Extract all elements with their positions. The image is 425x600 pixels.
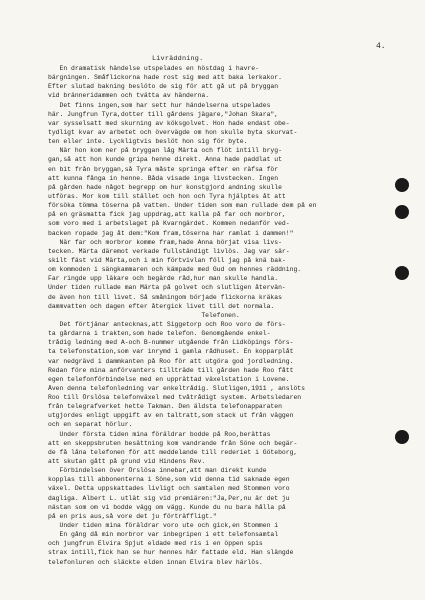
- text-line: på gården hade något begrepp om hur konstgjord andning skulle: [48, 183, 282, 191]
- body-text: [48, 64, 393, 567]
- punch-hole: [395, 205, 409, 219]
- text-line: försöka tömma töserna på vatten. Under tiden som man rullade dem på en: [48, 202, 317, 210]
- text-line: Förbindelsen över Örslösa innebar,att man direkt kunde: [48, 467, 267, 475]
- text-line: var sysselsatt med skurning av köksgolvet. Hon hade endast obe-: [48, 119, 290, 127]
- text-line: dagliga. Albert L. utlät sig vid premiären:"Ja,Per,nu är det ju: [48, 494, 290, 502]
- text-line: utgjordes enligt uppgift av en taltratt,som stack ut från väggen: [48, 412, 294, 420]
- text-line: Under tiden mina föräldrar voro ute och gick,en Stommen i: [48, 522, 279, 530]
- text-line: telefonluren och släckte elden innan Elvira blev härlös.: [48, 558, 263, 566]
- text-line: tydligt kvar av arbetet och övervägde om hon skulle byta skurvat-: [48, 128, 298, 136]
- text-line: När hon kom ner på bryggan låg Märta och flöt intill bryg-: [48, 147, 282, 155]
- punch-hole: [395, 266, 409, 280]
- text-line: trådig ledning med A-och B-nummer utgående från Lidköpings förs-: [48, 339, 294, 347]
- text-line: Far ringde upp läkare och begärde råd,hur man skulle handla.: [48, 275, 279, 283]
- text-line: och en separat hörlur.: [48, 421, 133, 429]
- punch-hole: [395, 178, 409, 192]
- text-line: dammvatten och dagen efter återgick livet till det normala.: [48, 302, 275, 310]
- text-line: här. Jungfrun Tyra,dotter till gårdens jägare,"Johan Skara",: [48, 110, 279, 118]
- text-line: Redan före mina anförvanters tillträde till gården hade Roo fått: [48, 366, 294, 374]
- text-line: var nedgrävd i dammkanten på Roo för att utgöra god jordledning.: [48, 357, 294, 365]
- text-line: att kunna fånga in henne. Båda visade inga livstecken. Ingen: [48, 174, 279, 182]
- text-line: egen telefonförbindelse med en upprättad växelstation i Lovene.: [48, 375, 290, 383]
- text-line: gan,så att hon kunde gripa henne direkt. Anna hade paddlat ut: [48, 156, 282, 164]
- text-line: de få låna telefonen för att meddelande till rederiet i Göteborg,: [48, 448, 298, 456]
- text-line: från telegrafverket hette Takman. Den äldsta telefonapparaten: [48, 403, 282, 411]
- section-title: Livräddning.: [152, 55, 204, 63]
- text-line: de även hon till livet. Så småningom började flickorna kräkas: [48, 293, 282, 301]
- text-line: Efter slutad bakning beslöto de sig för att gå ut på bryggan: [48, 83, 279, 91]
- punch-hole: [395, 430, 409, 444]
- text-line: bärgningen. Småflickorna hade rost sig med att baka lerkakor.: [48, 74, 282, 82]
- text-line: ta telefonstation,som var inrymd i gamla rådhuset. En kopparplåt: [48, 348, 294, 356]
- text-line: Även denna telefonledning var enkeltrådig. Slutligen,1911 , anslöts: [48, 384, 305, 392]
- text-line: Under tiden rullade man Märta på golvet och slutligen återvän-: [48, 284, 286, 292]
- text-line: att skutan gått på grund vid Hindens Rev.: [48, 458, 206, 466]
- text-line: Det finns ingen,som har sett hur händelserna utspelades: [48, 101, 271, 109]
- text-line: backen ropade jag åt dem:"Kom fram,töserna har ramlat i dammen!": [48, 229, 294, 237]
- text-line: ten eller inte. Lyckligtvis beslöt hon sig för byte.: [48, 138, 248, 146]
- text-line: och jungfrun Elvira Spjut eldade med ris i en öppen spis: [48, 540, 263, 548]
- text-line: nästan som om vi bodde vägg om vägg. Kunde du nu bara hålla på: [48, 503, 286, 511]
- text-line: skilt fäst vid Märta,och i min förtvivlan föll jag på knä bak-: [48, 256, 286, 264]
- text-line: En gång då min morbror var inbegripen i ett telefonsamtal: [48, 531, 279, 539]
- text-line: på en pris aus,så vore det ju förträffligt.": [48, 512, 217, 520]
- text-line: växel. Detta uppskattades livligt och samtalen med Stommen voro: [48, 485, 290, 493]
- text-line: en bit från bryggan,så Tyra måste springa efter en räfsa för: [48, 165, 279, 173]
- text-line: Roo till Örslösa telefonväxel med tvåtrådigt system. Arbetsledaren: [48, 394, 302, 402]
- text-line: om kommoden i sängkammaren och kämpade med Gud om hennes räddning.: [48, 266, 302, 274]
- page-number: 4.: [376, 42, 386, 51]
- text-line: utföras. Mor kom till stället och hon och Tyra hjälptes åt att: [48, 192, 286, 200]
- text-line: När far och morbror komme fram,hade Anna börjat visa livs-: [48, 238, 282, 246]
- text-line: som voro med i arbetslaget på Kvarngärdet. Kommen nedanför ved-: [48, 220, 290, 228]
- text-line: vid bränneridammen och tvätta av händerna.: [48, 92, 210, 100]
- text-line: ta gårdarna i trakten,som hade telefon. Genomgående enkel-: [48, 330, 271, 338]
- text-line: Under första tiden mina föräldrar bodde på Roo,berättas: [48, 430, 271, 438]
- text-line: strax intill,fick han se hur hennes hår fattade eld. Han slängde: [48, 549, 294, 557]
- text-line: kopplas till abbonenterna i Söne,som vid denna tid saknade egen: [48, 476, 290, 484]
- text-line: En dramatisk händelse utspelades en höstdag i havre-: [48, 65, 259, 72]
- section-heading: Telefonen.: [201, 311, 240, 319]
- text-line: Det förtjänar antecknas,att Siggetorp och Roo voro de förs-: [48, 320, 286, 328]
- text-line: på en gräsmatta fick jag uppdrag,att kalla på far och morbror,: [48, 211, 286, 219]
- text-line: att en skeppsbruten besättning kom vandrande från Söne och begär-: [48, 439, 298, 447]
- text-line: tecken. Märta däremot verkade fullständigt livlös. Jag var sär-: [48, 247, 290, 255]
